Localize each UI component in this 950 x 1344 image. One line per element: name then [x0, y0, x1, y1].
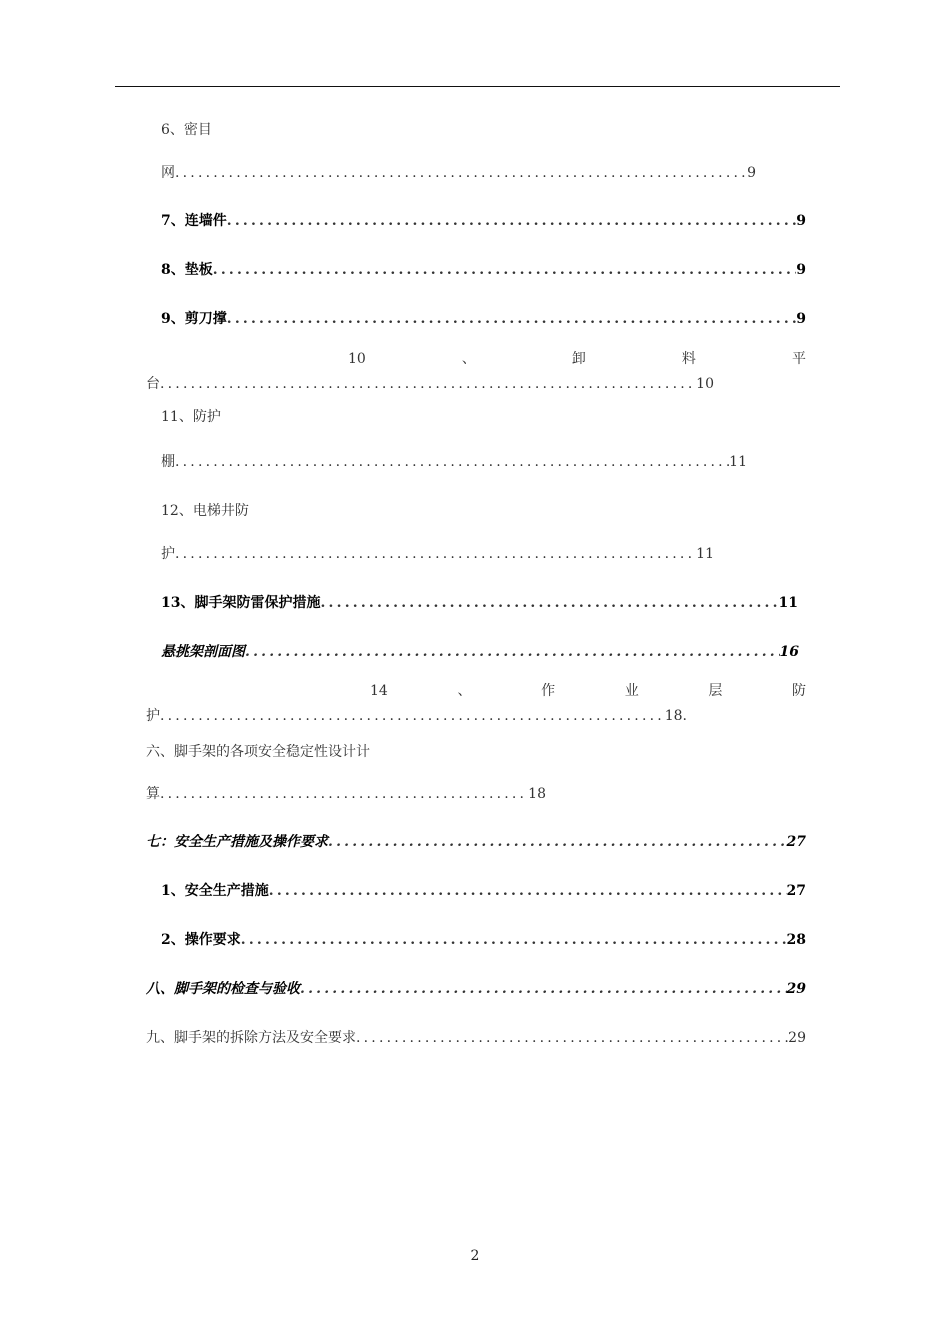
toc-page: 11 — [778, 595, 798, 611]
toc-leader — [300, 980, 787, 998]
toc-page: 16 — [779, 644, 799, 660]
toc-label: 13、脚手架防雷保护措施 — [161, 595, 321, 611]
toc-entry-base-plate[interactable] — [161, 261, 806, 279]
toc-label: 悬挑架剖面图 — [161, 644, 245, 660]
toc-entry-cantilever-section-figure[interactable] — [161, 643, 799, 661]
toc-item-12-line1: 12、电梯井防 — [161, 503, 249, 519]
toc-leader — [245, 643, 780, 661]
toc-leader — [320, 594, 778, 612]
toc-page: 27 — [786, 834, 806, 850]
toc-leader — [160, 707, 665, 725]
toc-label: 网 — [161, 165, 175, 181]
toc-page: 28 — [786, 932, 806, 948]
toc-leader — [269, 882, 787, 900]
toc-label: 护 — [146, 708, 160, 724]
toc-label: 八、脚手架的检查与验收 — [146, 981, 300, 997]
toc-label: 九、脚手架的拆除方法及安全要求 — [146, 1030, 356, 1046]
toc-leader — [328, 833, 787, 851]
toc-page: 18. — [664, 708, 687, 724]
toc-page: 18 — [528, 786, 546, 802]
toc-label: 台 — [146, 376, 160, 392]
toc-leader — [160, 375, 696, 393]
toc-label: 护 — [161, 546, 175, 562]
page-number: 2 — [470, 1248, 480, 1264]
toc-leader — [227, 310, 797, 328]
toc-entry-wall-ties[interactable] — [161, 212, 806, 230]
toc-label: 算 — [146, 786, 160, 802]
toc-label: 7、连墙件 — [161, 213, 227, 229]
toc-leader — [160, 785, 528, 803]
toc-entry-operation-requirements[interactable] — [161, 931, 806, 949]
toc-page: 29 — [786, 981, 806, 997]
toc-item-10-line1: 10 、 卸 料 平 — [348, 351, 806, 367]
toc-entry-lightning-protection[interactable] — [161, 594, 798, 612]
toc-page: 11 — [696, 546, 714, 562]
toc-entry-work-layer-protection[interactable] — [146, 707, 687, 725]
toc-leader — [356, 1029, 788, 1047]
toc-leader — [227, 212, 797, 230]
toc-page: 9 — [747, 165, 756, 181]
toc-entry-cross-bracing[interactable] — [161, 310, 806, 328]
toc-leader — [175, 164, 747, 182]
toc-page: 10 — [696, 376, 714, 392]
toc-page: 27 — [786, 883, 806, 899]
toc-entry-dismantling-methods[interactable] — [146, 1029, 806, 1047]
toc-page: 9 — [796, 213, 806, 229]
toc-label: 9、剪刀撑 — [161, 311, 227, 327]
toc-label: 1、安全生产措施 — [161, 883, 269, 899]
toc-page: 9 — [796, 311, 806, 327]
header-rule — [115, 86, 840, 87]
toc-label: 七：安全生产措施及操作要求 — [146, 834, 328, 850]
toc-leader — [175, 453, 729, 471]
toc-entry-inspection-acceptance[interactable] — [146, 980, 806, 998]
toc-item-14-line1: 14 、 作 业 层 防 — [370, 683, 806, 699]
toc-entry-safety-measures-section[interactable] — [146, 833, 806, 851]
toc-page: 29 — [788, 1030, 806, 1046]
toc-item-11-line1: 11、防护 — [161, 409, 221, 425]
toc-page: 11 — [729, 454, 747, 470]
toc-page: 9 — [796, 262, 806, 278]
toc-label: 8、垫板 — [161, 262, 213, 278]
toc-label: 棚 — [161, 454, 175, 470]
toc-item-6-line1: 6、密目 — [161, 122, 212, 138]
toc-entry-protective-shed[interactable] — [161, 453, 747, 471]
toc-entry-safety-net[interactable] — [161, 164, 756, 182]
toc-entry-safety-production-measures[interactable] — [161, 882, 806, 900]
toc-leader — [175, 545, 696, 563]
toc-leader — [213, 261, 797, 279]
toc-label: 2、操作要求 — [161, 932, 241, 948]
toc-entry-unloading-platform[interactable] — [146, 375, 714, 393]
toc-entry-stability-calculation[interactable] — [146, 785, 546, 803]
toc-leader — [241, 931, 787, 949]
toc-entry-elevator-shaft[interactable] — [161, 545, 714, 563]
toc-section-6-line1: 六、脚手架的各项安全稳定性设计计 — [146, 744, 370, 760]
